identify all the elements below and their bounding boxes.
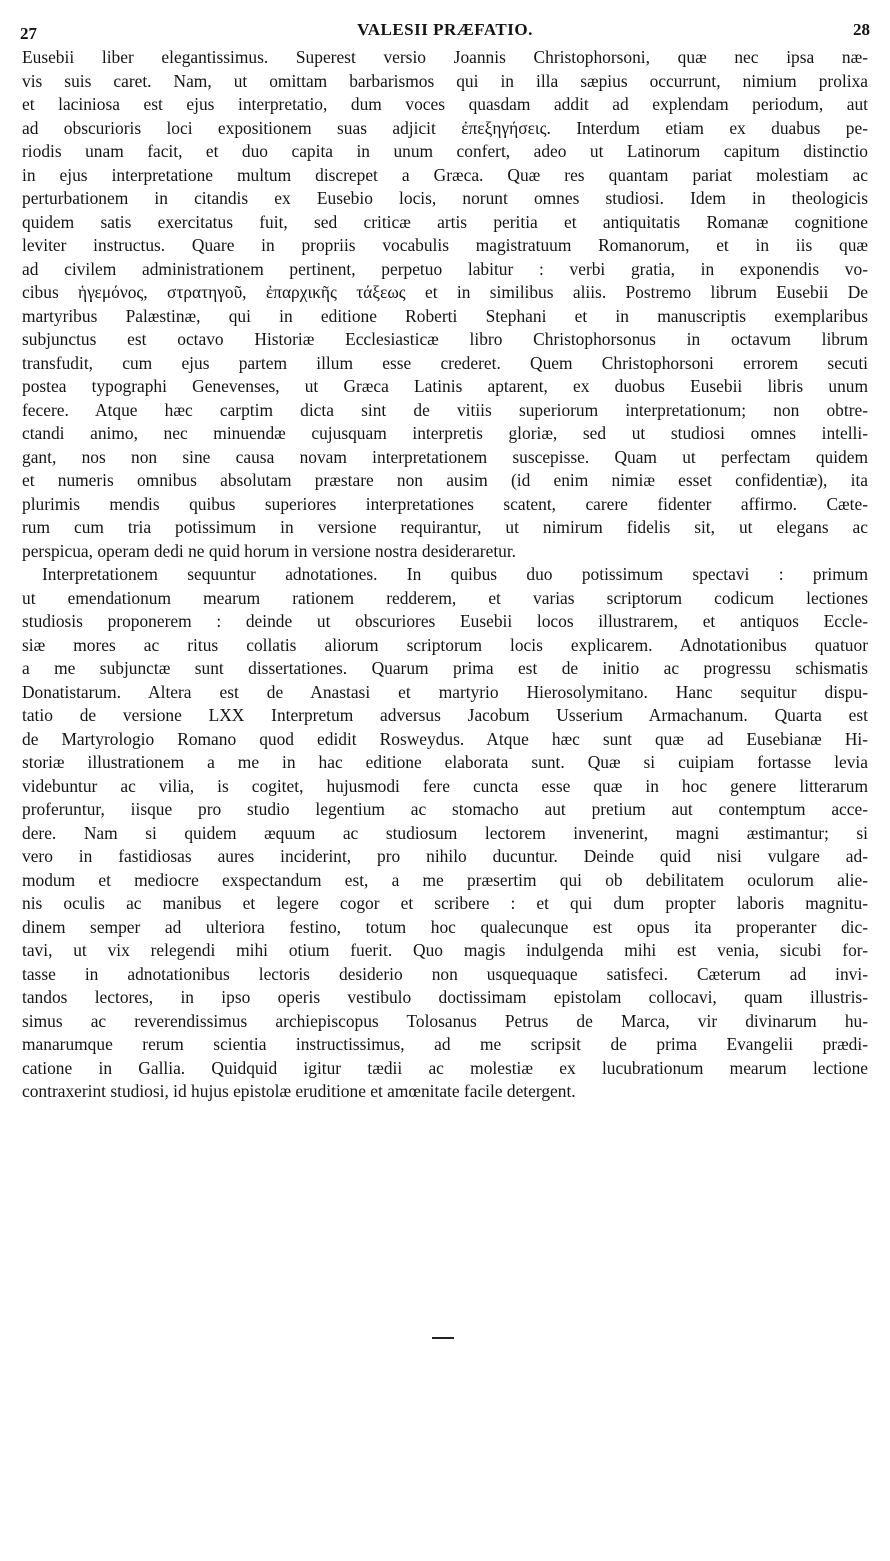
running-header xyxy=(20,20,870,46)
paragraph-1-line: plurimis mendis quibus superiores interpretationes scatent, carere fidenter affirmo. Cæte- xyxy=(22,493,868,514)
paragraph-2-line: modum et mediocre exspectandum est, a me præsertim qui ob debilitatem oculorum alie- xyxy=(22,869,868,890)
paragraph-2-line: videbuntur ac vilia, is cogitet, hujusmodi fere cuncta esse quæ in hoc genere litterarum xyxy=(22,775,868,796)
paragraph-2-line: vero in fastidiosas aures inciderint, pro nihilo ducuntur. Deinde quid nisi vulgare ad- xyxy=(22,846,868,866)
page-number-right: 28 xyxy=(853,20,870,39)
page-body xyxy=(22,46,868,1104)
paragraph-2-line: tasse in adnotationibus lectoris desiderio non usquequaque satisfeci. Cæterum ad invi- xyxy=(22,963,868,984)
paragraph-2-line: simus ac reverendissimus archiepiscopus Tolosanus Petrus de Marca, vir divinarum hu- xyxy=(22,1010,868,1031)
paragraph-1-line: et laciniosa est ejus interpretatio, dum voces quasdam addit ad explendam periodum, aut xyxy=(22,94,868,114)
paragraph-2-line: studiosis proponerem : deinde ut obscuriores Eusebii locos illustrarem, et antiquos Eccle- xyxy=(22,611,868,631)
paragraph-1-line: fecere. Atque hæc carptim dicta sint de vitiis superiorum interpretationum; non obtre- xyxy=(22,399,868,420)
paragraph-2-line: ut emendationum mearum rationem redderem, et varias scriptorum codicum lectiones xyxy=(22,587,868,608)
paragraph-2-line: dere. Nam si quidem æquum ac studiosum lectorem invenerint, magni æstimantur; si xyxy=(22,822,868,843)
paragraph-2-line: tatio de versione LXX Interpretum adversus Jacobum Usserium Armachanum. Quarta est xyxy=(22,705,868,725)
paragraph-2 xyxy=(22,563,868,1104)
paragraph-1-line: perspicua, operam dedi ne quid horum in versione nostra desideraretur. xyxy=(22,540,517,561)
paragraph-2-line: Interpretationem sequuntur adnotationes. In quibus duo potissimum spectavi : primum xyxy=(42,564,868,584)
paragraph-1-line: leviter instructus. Quare in propriis vocabulis magistratuum Romanorum, et in iis quæ xyxy=(22,235,868,255)
paragraph-1-line: perturbationem in citandis ex Eusebio locis, norunt omnes studiosi. Idem in theologicis xyxy=(22,188,868,208)
paragraph-1-line: Eusebii liber elegantissimus. Superest versio Joannis Christophorsoni, quæ nec ipsa næ- xyxy=(22,47,868,67)
paragraph-2-line: manarumque rerum scientia instructissimus, ad me scripsit de prima Evangelii prædi- xyxy=(22,1034,868,1054)
paragraph-2-line: siæ mores ac ritus collatis aliorum scriptorum locis explicarem. Adnotationibus quatuor xyxy=(22,634,868,655)
paragraph-1-line: postea typographi Genevenses, ut Græca Latinis aptarent, ex duobus Eusebii libris unum xyxy=(22,376,868,396)
paragraph-1-line: et numeris omnibus absolutam præstare non ausim (id enim nimiæ esset confidentiæ), ita xyxy=(22,470,868,490)
paragraph-1-line: vis suis caret. Nam, ut omittam barbarismos qui in illa sæpius occurrunt, nimium prolixa xyxy=(22,70,868,91)
paragraph-1-line: ad obscurioris loci expositionem suas adjicit ἐπεξηγήσεις. Interdum etiam ex duabus pe- xyxy=(22,117,868,138)
paragraph-1-line: rum cum tria potissimum in versione requirantur, ut nimirum fidelis sit, ut elegans ac xyxy=(22,517,868,537)
paragraph-1-line: ctandi animo, nec minuendæ cujusquam interpretis gloriæ, sed ut studiosi omnes intelli- xyxy=(22,423,868,443)
paragraph-2-line: a me subjunctæ sunt dissertationes. Quarum prima est de initio ac progressu schismatis xyxy=(22,658,868,678)
paragraph-2-line: dinem semper ad ulteriora festino, totum hoc qualecunque est opus ita properanter dic- xyxy=(22,916,868,937)
running-title: VALESII PRÆFATIO. xyxy=(357,20,533,39)
paragraph-1-line: subjunctus est octavo Historiæ Ecclesiasticæ libro Christophorsonus in octavum librum xyxy=(22,329,868,349)
paragraph-2-line: proferuntur, iisque pro studio legentium ac stomacho aut pretium aut contemptum acce- xyxy=(22,799,868,819)
paragraph-2-line: storiæ illustrationem a me in hac editione elaborata sunt. Quæ si cuipiam fortasse levia xyxy=(22,752,868,772)
paragraph-2-line: catione in Gallia. Quidquid igitur tædii ac molestiæ ex lucubrationum mearum lectione xyxy=(22,1057,868,1078)
paragraph-1-line: ad civilem administrationem pertinent, perpetuo labitur : verbi gratia, in exponendis vo- xyxy=(22,258,868,279)
page-number-left: 27 xyxy=(20,24,37,43)
paragraph-1 xyxy=(22,46,868,563)
paragraph-2-line: tandos lectores, in ipso operis vestibulo doctissimam epistolam collocavi, quam illustris- xyxy=(22,987,868,1007)
paragraph-2-line: nis oculis ac manibus et legere cogor et scribere : et qui dum propter laboris magnitu- xyxy=(22,893,868,913)
paragraph-1-line: martyribus Palæstinæ, qui in editione Roberti Stephani et in manuscriptis exemplaribus xyxy=(22,305,868,326)
paragraph-1-line: cibus ἡγεμόνος, στρατηγοῦ, ἐπαρχικῆς τάξεως et in similibus aliis. Postremo librum Eusebii De xyxy=(22,282,868,302)
end-rule xyxy=(432,1337,454,1339)
paragraph-2-line: Donatistarum. Altera est de Anastasi et martyrio Hierosolymitano. Hanc sequitur dispu- xyxy=(22,681,868,702)
paragraph-1-line: in ejus interpretatione multum discrepet a Græca. Quæ res quantam pariat molestiam ac xyxy=(22,164,868,185)
paragraph-1-line: gant, nos non sine causa novam interpretationem suscepisse. Quam ut perfectam quidem xyxy=(22,446,868,467)
paragraph-1-line: transfudit, cum ejus partem illum esse crederet. Quem Christophorsoni errorem secuti xyxy=(22,352,868,373)
paragraph-1-line: quidem satis exercitatus fuit, sed criticæ artis peritia et antiquitatis Romanæ cognitione xyxy=(22,211,868,232)
paragraph-2-line: tavi, ut vix relegendi mihi otium fuerit. Quo magis indulgenda mihi est venia, sicubi for- xyxy=(22,940,868,960)
paragraph-2-line: de Martyrologio Romano quod edidit Rosweydus. Atque hæc sunt quæ ad Eusebianæ Hi- xyxy=(22,728,868,749)
paragraph-1-line: riodis unam facit, et duo capita in unum confert, adeo ut Latinorum capitum distinctio xyxy=(22,141,868,161)
paragraph-2-line: contraxerint studiosi, id hujus epistolæ eruditione et amœnitate facile detergent. xyxy=(22,1081,576,1101)
